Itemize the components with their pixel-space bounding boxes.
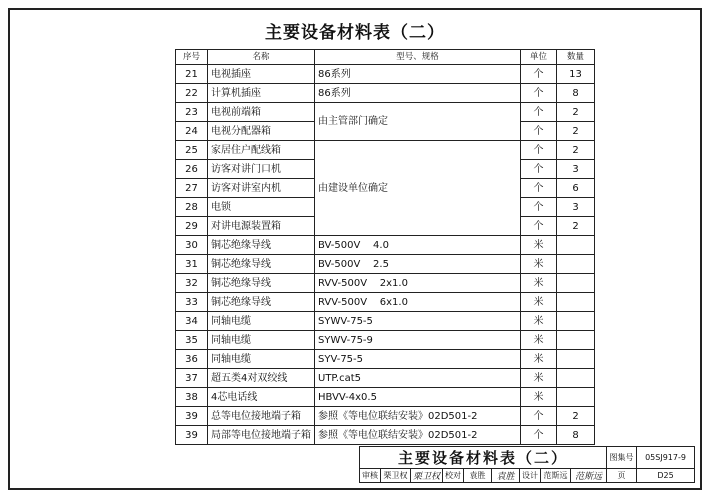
check-name: 袁胜 (464, 469, 492, 483)
table-row (176, 141, 595, 160)
row-name: 同轴电缆 (208, 312, 315, 331)
row-unit: 个 (521, 198, 557, 217)
row-name: 同轴电缆 (208, 331, 315, 350)
row-name: 电锁 (208, 198, 315, 217)
row-qty (557, 312, 595, 331)
table-header-row (176, 50, 595, 65)
row-qty (557, 369, 595, 388)
row-no: 35 (176, 331, 208, 350)
check-label: 校对 (443, 469, 464, 483)
row-spec: BV-500V 2.5 (315, 255, 521, 274)
table-row (176, 293, 595, 312)
row-spec: 参照《等电位联结安装》02D501-2 (315, 407, 521, 426)
row-unit: 米 (521, 236, 557, 255)
review-label: 审核 (360, 469, 381, 483)
row-name: 访客对讲门口机 (208, 160, 315, 179)
row-qty: 3 (557, 160, 595, 179)
row-qty (557, 350, 595, 369)
title-block-title: 主要设备材料表（二） (360, 447, 607, 469)
row-no: 27 (176, 179, 208, 198)
row-spec: RVV-500V 6x1.0 (315, 293, 521, 312)
header-qty: 数量 (557, 50, 595, 65)
row-qty (557, 274, 595, 293)
row-qty: 2 (557, 217, 595, 236)
row-spec: SYWV-75-5 (315, 312, 521, 331)
row-unit: 米 (521, 274, 557, 293)
row-no: 26 (176, 160, 208, 179)
row-unit: 米 (521, 312, 557, 331)
table-row (176, 236, 595, 255)
row-qty: 8 (557, 84, 595, 103)
row-qty: 2 (557, 103, 595, 122)
table-row (176, 312, 595, 331)
header-unit: 单位 (521, 50, 557, 65)
page-number: D25 (637, 469, 695, 483)
row-name: 电视插座 (208, 65, 315, 84)
row-unit: 个 (521, 84, 557, 103)
materials-table (175, 49, 595, 445)
row-spec: UTP.cat5 (315, 369, 521, 388)
row-qty (557, 293, 595, 312)
row-unit: 个 (521, 179, 557, 198)
row-no: 36 (176, 350, 208, 369)
row-qty: 2 (557, 407, 595, 426)
table-row (176, 65, 595, 84)
row-no: 34 (176, 312, 208, 331)
row-no: 38 (176, 388, 208, 407)
atlas-number: 05SJ917-9 (637, 447, 695, 469)
row-unit: 个 (521, 141, 557, 160)
table-row (176, 369, 595, 388)
row-spec: 86系列 (315, 65, 521, 84)
row-unit: 个 (521, 103, 557, 122)
row-name: 4芯电话线 (208, 388, 315, 407)
row-no: 25 (176, 141, 208, 160)
row-name: 家居住户配线箱 (208, 141, 315, 160)
row-no: 29 (176, 217, 208, 236)
row-qty: 2 (557, 141, 595, 160)
row-name: 铜芯绝缘导线 (208, 293, 315, 312)
row-name: 同轴电缆 (208, 350, 315, 369)
row-unit: 个 (521, 217, 557, 236)
row-unit: 个 (521, 426, 557, 445)
row-no: 39 (176, 426, 208, 445)
header-spec: 型号、规格 (315, 50, 521, 65)
table-row (176, 103, 595, 122)
table-row (176, 274, 595, 293)
table-row (176, 350, 595, 369)
row-unit: 米 (521, 331, 557, 350)
row-spec: BV-500V 4.0 (315, 236, 521, 255)
row-unit: 个 (521, 407, 557, 426)
row-qty (557, 236, 595, 255)
row-spec: SYWV-75-9 (315, 331, 521, 350)
design-name: 范斯远 (541, 469, 571, 483)
row-no: 37 (176, 369, 208, 388)
row-no: 32 (176, 274, 208, 293)
row-unit: 米 (521, 388, 557, 407)
row-qty: 3 (557, 198, 595, 217)
row-name: 访客对讲室内机 (208, 179, 315, 198)
row-no: 33 (176, 293, 208, 312)
row-unit: 米 (521, 255, 557, 274)
row-qty (557, 388, 595, 407)
review-signature: 栗卫权 (411, 469, 443, 483)
row-no: 30 (176, 236, 208, 255)
row-no: 23 (176, 103, 208, 122)
row-qty: 8 (557, 426, 595, 445)
design-signature: 范斯远 (571, 469, 607, 483)
table-row (176, 426, 595, 445)
page-label: 页 (607, 469, 637, 483)
row-no: 22 (176, 84, 208, 103)
row-qty: 6 (557, 179, 595, 198)
merged-note-b: 由建设单位确定 (315, 141, 521, 236)
atlas-label: 图集号 (607, 447, 637, 469)
row-unit: 个 (521, 122, 557, 141)
row-no: 24 (176, 122, 208, 141)
table-row (176, 84, 595, 103)
table-row (176, 331, 595, 350)
row-no: 21 (176, 65, 208, 84)
row-name: 对讲电源装置箱 (208, 217, 315, 236)
row-unit: 米 (521, 369, 557, 388)
row-qty (557, 331, 595, 350)
row-name: 计算机插座 (208, 84, 315, 103)
row-name: 铜芯绝缘导线 (208, 274, 315, 293)
review-name: 栗卫权 (381, 469, 411, 483)
table-row (176, 388, 595, 407)
row-spec: SYV-75-5 (315, 350, 521, 369)
row-name: 铜芯绝缘导线 (208, 236, 315, 255)
row-qty (557, 255, 595, 274)
row-name: 局部等电位接地端子箱 (208, 426, 315, 445)
row-spec: 参照《等电位联结安装》02D501-2 (315, 426, 521, 445)
row-spec: RVV-500V 2x1.0 (315, 274, 521, 293)
row-name: 超五类4对双绞线 (208, 369, 315, 388)
table-body (176, 65, 595, 445)
page-title: 主要设备材料表（二） (265, 23, 445, 43)
row-unit: 米 (521, 350, 557, 369)
row-no: 31 (176, 255, 208, 274)
header-no: 序号 (176, 50, 208, 65)
row-spec: HBVV-4x0.5 (315, 388, 521, 407)
row-name: 电视分配器箱 (208, 122, 315, 141)
row-unit: 个 (521, 65, 557, 84)
row-spec: 86系列 (315, 84, 521, 103)
row-no: 28 (176, 198, 208, 217)
row-unit: 个 (521, 160, 557, 179)
table-row (176, 407, 595, 426)
design-label: 设计 (520, 469, 541, 483)
row-name: 铜芯绝缘导线 (208, 255, 315, 274)
check-signature: 袁胜 (492, 469, 520, 483)
table-row (176, 255, 595, 274)
row-qty: 2 (557, 122, 595, 141)
row-name: 总等电位接地端子箱 (208, 407, 315, 426)
header-name: 名称 (208, 50, 315, 65)
row-name: 电视前端箱 (208, 103, 315, 122)
row-unit: 米 (521, 293, 557, 312)
row-qty: 13 (557, 65, 595, 84)
title-block (359, 446, 695, 483)
row-no: 39 (176, 407, 208, 426)
merged-note-a: 由主管部门确定 (315, 103, 521, 141)
